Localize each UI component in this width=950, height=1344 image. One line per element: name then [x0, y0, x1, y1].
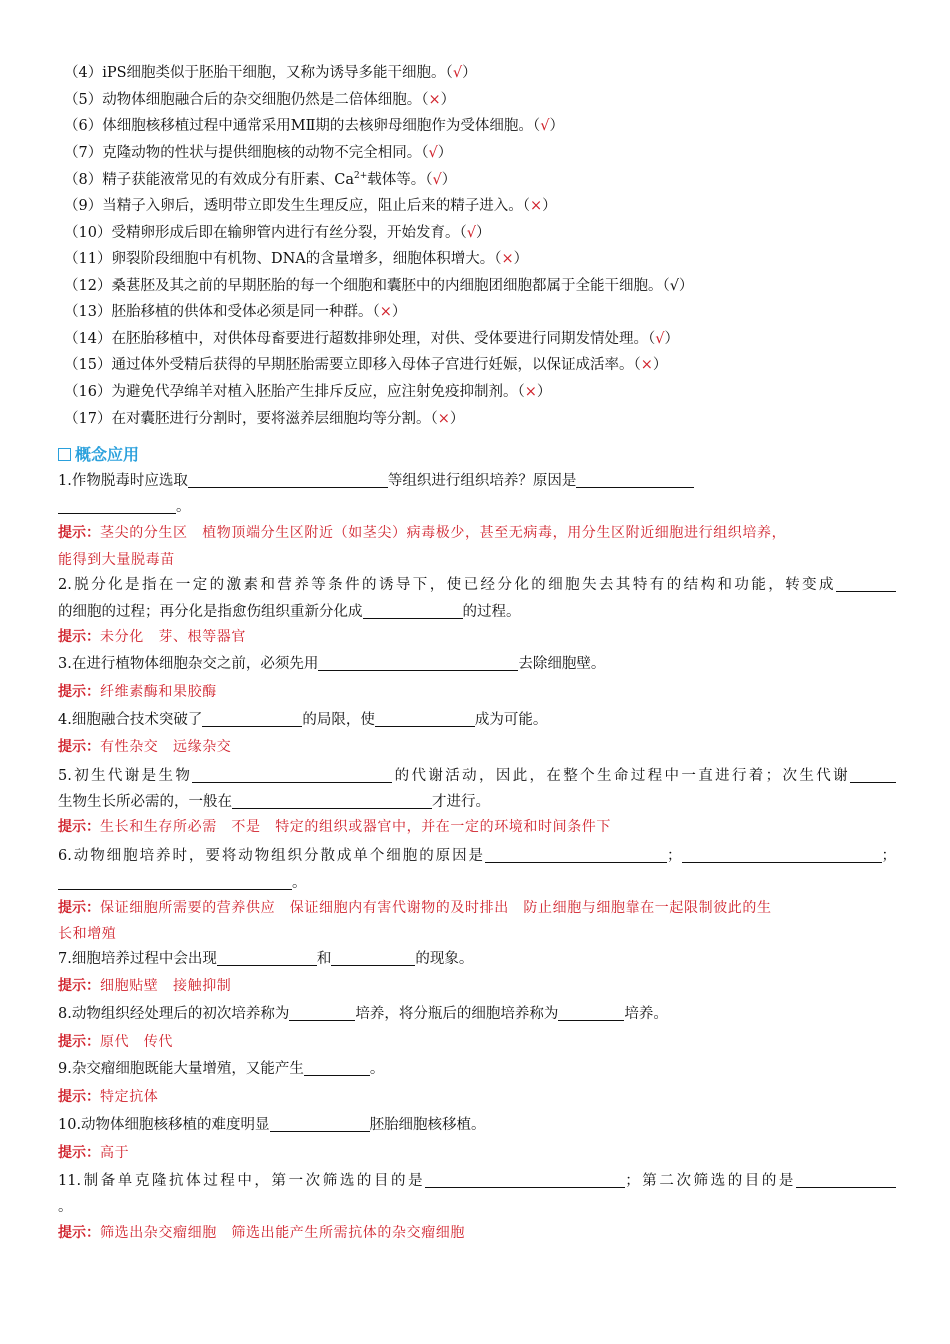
- hint-6-cont: 长和增殖: [58, 926, 117, 942]
- check-mark: √: [432, 172, 442, 188]
- judgment-item-10: （10）受精卵形成后即在输卵管内进行有丝分裂，开始发育。（√）: [64, 225, 491, 241]
- answer-blank[interactable]: [304, 1061, 370, 1076]
- hint-7: 提示：细胞贴壁 接触抑制: [58, 978, 232, 994]
- question-4: 4.细胞融合技术突破了 的局限，使 成为可能。: [58, 712, 548, 728]
- judgment-item-9: （9）当精子入卵后，透明带立即发生生理反应，阻止后来的精子进入。（×）: [64, 198, 557, 214]
- question-10: 10.动物体细胞核移植的难度明显 胚胎细胞核移植。: [58, 1117, 486, 1133]
- answer-blank[interactable]: [58, 499, 176, 514]
- judgment-item-6: （6）体细胞核移植过程中通常采用MⅡ期的去核卵母细胞作为受体细胞。（√）: [64, 118, 564, 134]
- answer-blank[interactable]: [425, 1173, 625, 1188]
- check-mark: √: [540, 118, 550, 134]
- question-1-cont: 。: [58, 498, 191, 516]
- answer-blank[interactable]: [188, 473, 388, 488]
- judgment-item-15: （15）通过体外受精后获得的早期胚胎需要立即移入母体子宫进行妊娠，以保证成活率。（×）: [64, 357, 668, 373]
- cross-mark: ×: [437, 411, 450, 427]
- hint-5: 提示：生长和生存所必需 不是 特定的组织或器官中，并在一定的环境和时间条件下: [58, 819, 611, 835]
- hint-1-cont: 能得到大量脱毒苗: [58, 552, 175, 568]
- answer-blank[interactable]: [331, 951, 415, 966]
- answer-blank[interactable]: [850, 768, 896, 783]
- cross-mark: ×: [524, 384, 537, 400]
- hint-4: 提示：有性杂交 远缘杂交: [58, 739, 232, 755]
- question-5-cont: 生物生长所必需的，一般在 才进行。: [58, 794, 490, 810]
- check-mark: √: [466, 225, 476, 241]
- question-8: 8.动物组织经处理后的初次培养称为 培养，将分瓶后的细胞培养称为 培养。: [58, 1006, 668, 1022]
- judgment-item-7: （7）克隆动物的性状与提供细胞核的动物不完全相同。（√）: [64, 145, 453, 161]
- hint-10: 提示：高于: [58, 1145, 130, 1161]
- answer-blank[interactable]: [192, 768, 392, 783]
- cross-mark: ×: [379, 304, 392, 320]
- question-3: 3.在进行植物体细胞杂交之前，必须先用 去除细胞壁。: [58, 656, 606, 672]
- hint-2: 提示：未分化 芽、根等器官: [58, 629, 246, 645]
- judgment-item-8: （8）精子获能液常见的有效成分有肝素、$Ca^{2+}$载体等。（√）: [64, 171, 457, 188]
- question-11-cont: 。: [58, 1199, 73, 1215]
- hint-3: 提示：纤维素酶和果胶酶: [58, 684, 217, 700]
- judgment-item-13: （13）胚胎移植的供体和受体必须是同一种群。（×）: [64, 304, 407, 320]
- answer-blank[interactable]: [485, 848, 667, 863]
- hint-11: 提示：筛选出杂交瘤细胞 筛选出能产生所需抗体的杂交瘤细胞: [58, 1225, 465, 1241]
- cross-mark: ×: [529, 198, 543, 214]
- question-2: 2.脱分化是指在一定的激素和营养等条件的诱导下，使已经分化的细胞失去其特有的结构和功能，转变成: [58, 576, 896, 594]
- question-5: 5.初生代谢是生物 的代谢活动，因此，在整个生命过程中一直进行着；次生代谢: [58, 767, 896, 785]
- judgment-item-14: （14）在胚胎移植中，对供体母畜要进行超数排卵处理，对供、受体要进行同期发情处理。（√）: [64, 331, 679, 347]
- answer-blank[interactable]: [796, 1173, 896, 1188]
- checkbox-square-icon: [58, 448, 71, 461]
- judgment-item-17: （17）在对囊胚进行分割时，要将滋养层细胞均等分割。（×）: [64, 411, 465, 427]
- judgment-item-16: （16）为避免代孕绵羊对植入胚胎产生排斥反应，应注射免疫抑制剂。（×）: [64, 384, 552, 400]
- answer-blank[interactable]: [202, 712, 302, 727]
- question-1: 1.作物脱毒时应选取 等组织进行组织培养？原因是: [58, 472, 694, 490]
- question-7: 7.细胞培养过程中会出现 和 的现象。: [58, 951, 474, 967]
- answer-blank[interactable]: [558, 1006, 624, 1021]
- question-2-cont: 的细胞的过程；再分化是指愈伤组织重新分化成 的过程。: [58, 604, 521, 620]
- judgment-item-12: （12）桑葚胚及其之前的早期胚胎的每一个细胞和囊胚中的内细胞团细胞都属于全能干细胞。（√）: [64, 278, 694, 294]
- answer-blank[interactable]: [58, 875, 292, 890]
- hint-8: 提示：原代 传代: [58, 1034, 173, 1050]
- judgment-item-4: （4）iPS细胞类似于胚胎干细胞，又称为诱导多能干细胞。（√）: [64, 65, 477, 81]
- question-6: 6.动物细胞培养时，要将动物组织分散成单个细胞的原因是 ； ；: [58, 848, 896, 864]
- answer-blank[interactable]: [836, 577, 896, 592]
- hint-9: 提示：特定抗体: [58, 1089, 159, 1105]
- answer-blank[interactable]: [682, 848, 882, 863]
- answer-blank[interactable]: [363, 604, 463, 619]
- judgment-item-5: （5）动物体细胞融合后的杂交细胞仍然是二倍体细胞。（×）: [64, 92, 456, 108]
- section-heading: 概念应用: [58, 442, 139, 465]
- cross-mark: ×: [501, 251, 514, 267]
- cross-mark: ×: [640, 357, 653, 373]
- judgment-item-11: （11）卵裂阶段细胞中有机物、DNA的含量增多，细胞体积增大。（×）: [64, 251, 529, 267]
- answer-blank[interactable]: [270, 1117, 370, 1132]
- answer-blank[interactable]: [289, 1006, 355, 1021]
- hint-6: 提示：保证细胞所需要的营养供应 保证细胞内有害代谢物的及时排出 防止细胞与细胞靠在一起限制彼此的生: [58, 900, 772, 916]
- check-mark: √: [452, 65, 463, 81]
- check-mark: √: [428, 145, 438, 161]
- check-mark: √: [655, 331, 665, 347]
- hint-1: 提示：茎尖的分生区 植物顶端分生区附近（如茎尖）病毒极少，甚至无病毒，用分生区附近细胞进行组织培养，: [58, 525, 787, 541]
- answer-blank[interactable]: [375, 712, 475, 727]
- answer-blank[interactable]: [576, 473, 694, 488]
- cross-mark: ×: [428, 92, 441, 108]
- question-6-cont: 。: [58, 874, 307, 892]
- answer-blank[interactable]: [217, 951, 317, 966]
- answer-blank[interactable]: [232, 794, 432, 809]
- answer-blank[interactable]: [318, 656, 518, 671]
- question-11: 11.制备单克隆抗体过程中，第一次筛选的目的是 ；第二次筛选的目的是: [58, 1172, 896, 1190]
- question-9: 9.杂交瘤细胞既能大量增殖，又能产生 。: [58, 1061, 385, 1077]
